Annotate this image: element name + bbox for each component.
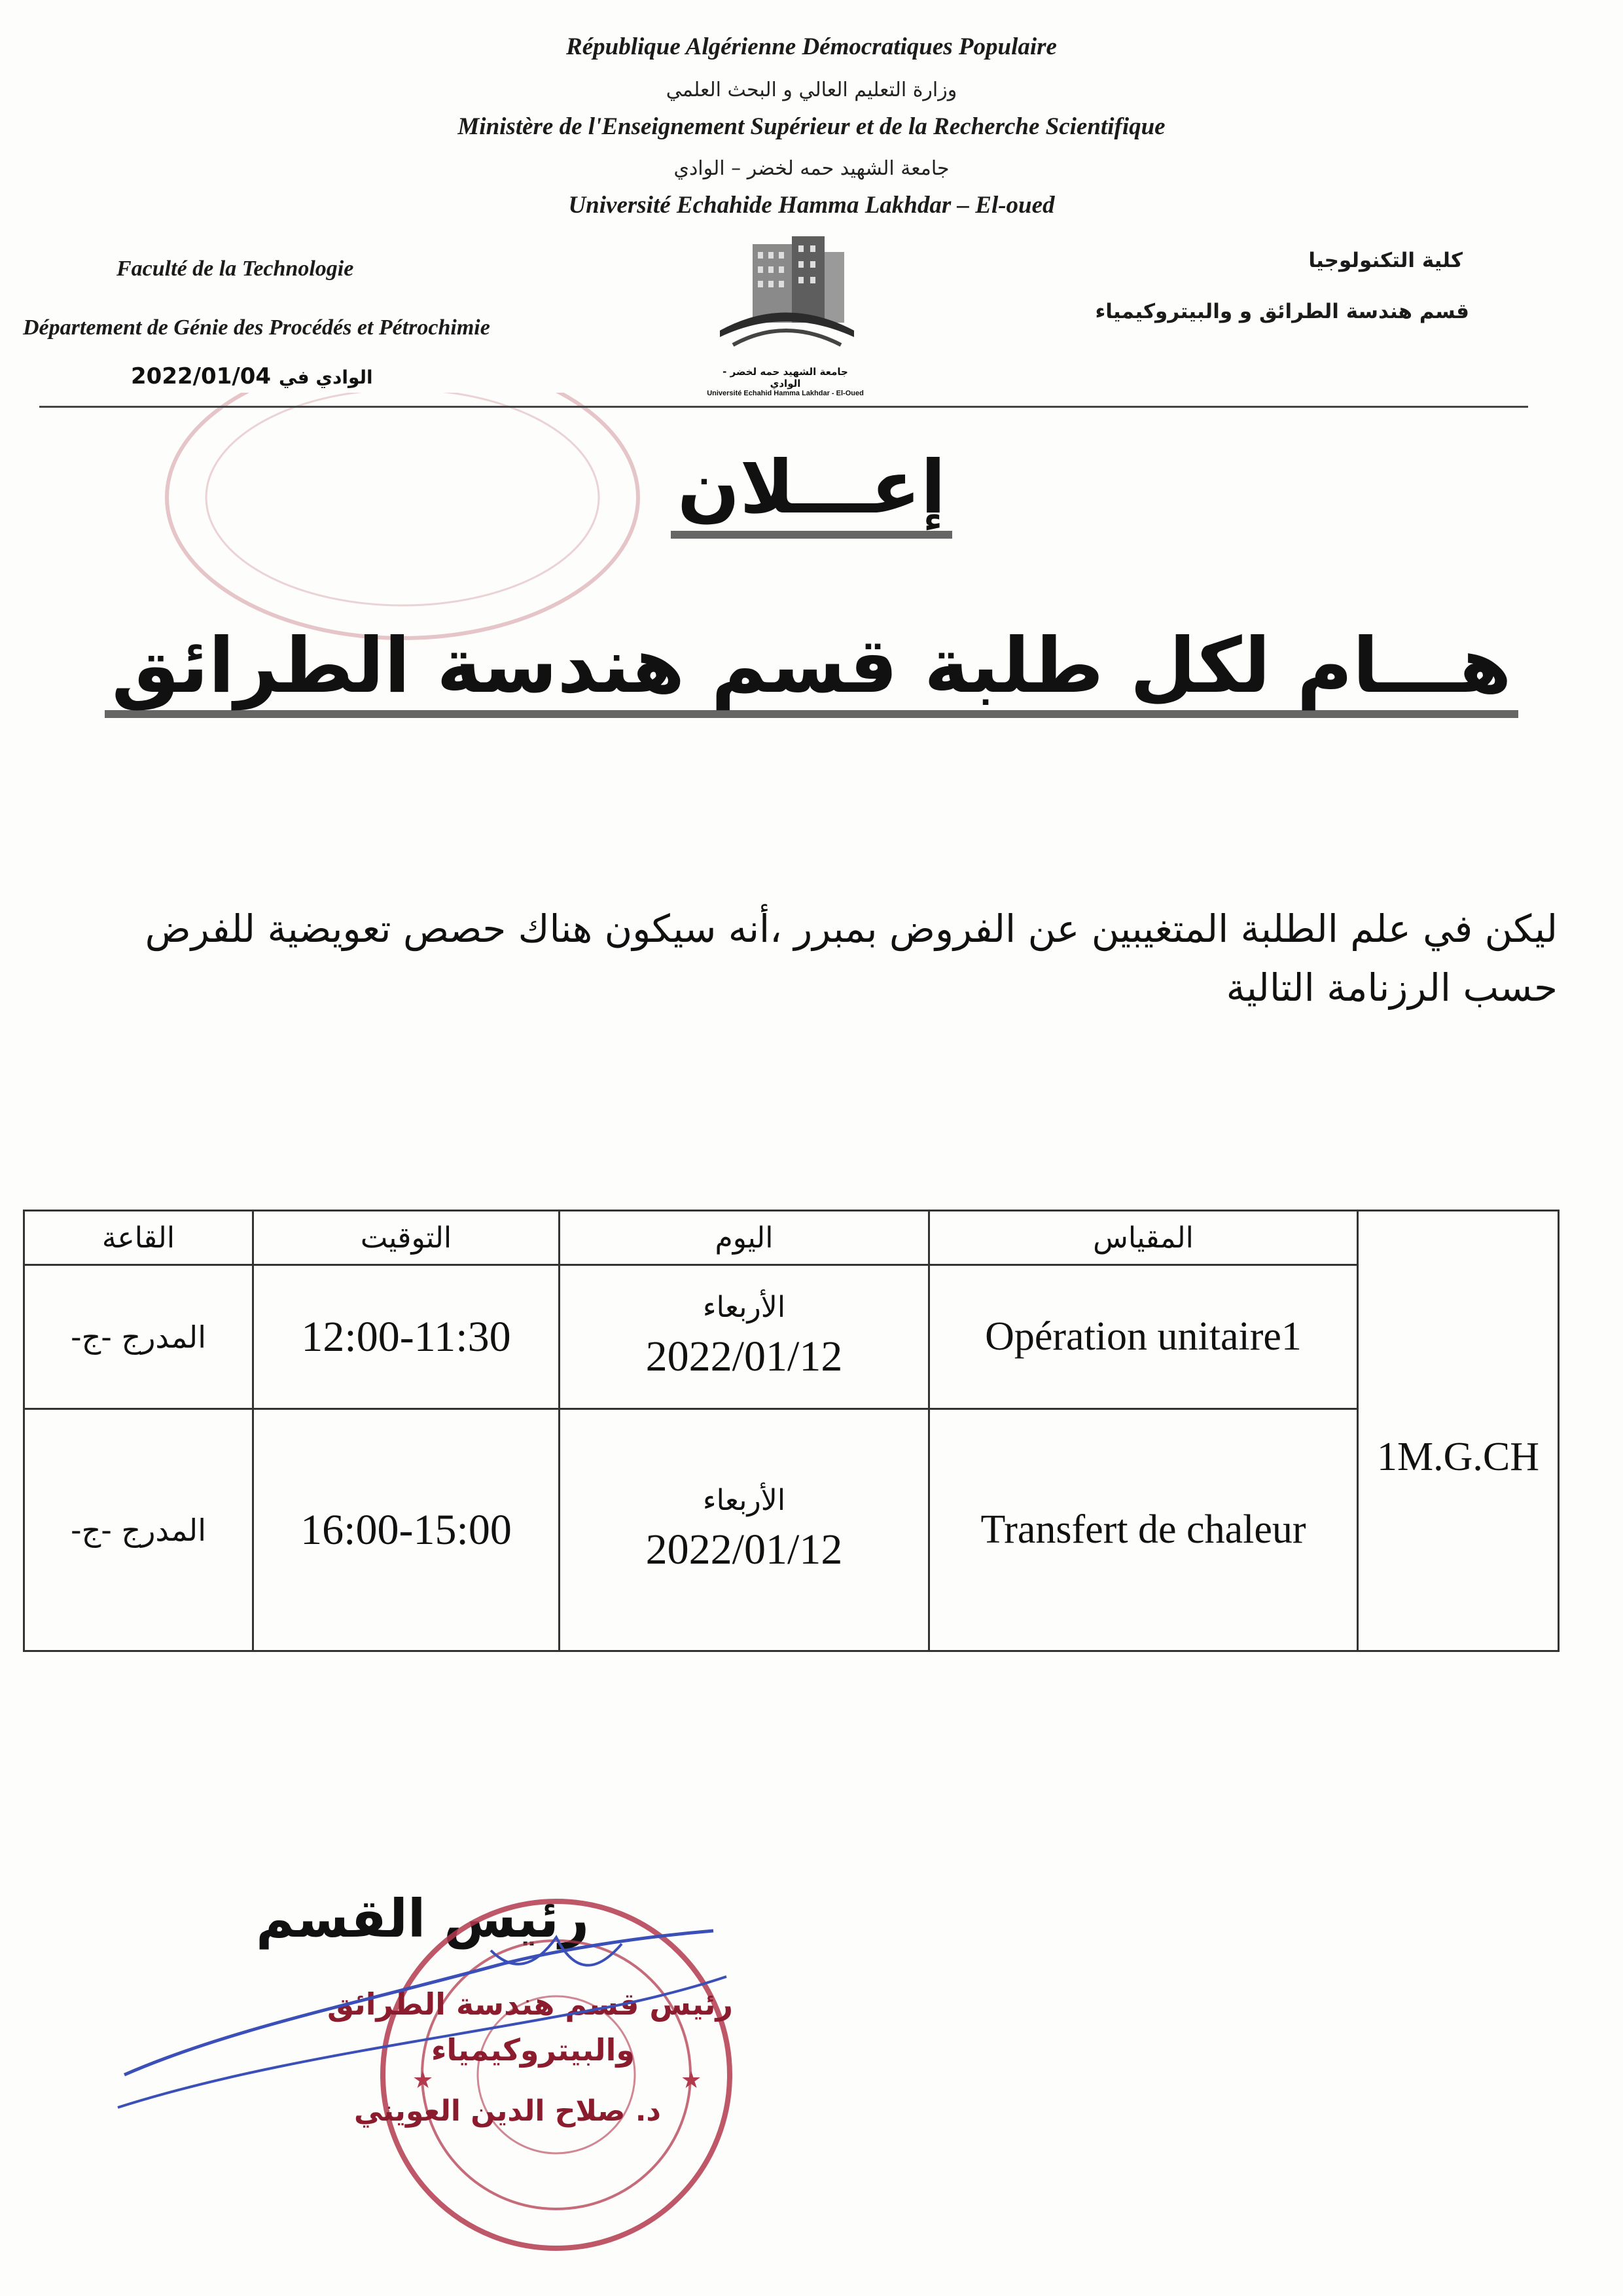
module-cell: Transfert de chaleur <box>929 1409 1358 1651</box>
day-cell <box>560 1409 929 1651</box>
stamp-line-1: رئيس قسم هندسة الطرائق <box>327 1986 733 2022</box>
time-cell: 16:00-15:00 <box>253 1409 560 1651</box>
header-level-empty <box>1358 1211 1559 1265</box>
day-cell <box>560 1265 929 1409</box>
header-room: القاعة <box>24 1211 253 1265</box>
day-date: 2022/01/12 <box>645 1525 843 1573</box>
day-name: الأربعاء <box>702 1291 786 1325</box>
document-date <box>131 363 373 389</box>
date-value: 2022/01/04 <box>131 363 272 389</box>
day-date: 2022/01/12 <box>645 1332 843 1380</box>
announcement-body: ليكن في علم الطلبة المتغيبين عن الفروض بمبرر ،أنه سيكون هناك حصص تعويضية للفرض حسب الرزنامة التالية <box>145 906 1558 1010</box>
department-name-ar: قسم هندسة الطرائق و والبيتروكيمياء <box>1095 300 1469 323</box>
date-place-label: الوادي في <box>278 367 373 388</box>
table-row <box>24 1409 1559 1651</box>
schedule-table <box>23 1210 1560 1652</box>
svg-text:★: ★ <box>412 2067 434 2094</box>
department-name-fr: Département de Génie des Procédés et Pétrochimie <box>23 315 490 340</box>
university-building-icon <box>707 232 864 363</box>
table-header-row <box>24 1211 1559 1265</box>
faculty-name-ar: كلية التكنولوجيا <box>1308 249 1463 272</box>
announcement-title: إعـــلان <box>0 445 1623 539</box>
logo-caption-ar: جامعة الشهيد حمه لخضر - الوادي <box>722 366 848 389</box>
republic-name-fr: République Algérienne Démocratiques Populaire <box>566 33 1057 60</box>
signature-title: رئيس القسم <box>256 1888 589 1949</box>
level-cell: 1M.G.CH <box>1358 1265 1559 1651</box>
header-day: اليوم <box>560 1211 929 1265</box>
university-logo <box>707 232 864 397</box>
stamp-line-2: والبيتروكيمياء <box>431 2032 635 2068</box>
ministry-name-fr: Ministère de l'Enseignement Supérieur et de la Recherche Scientifique <box>457 113 1166 140</box>
logo-caption-fr: Université Echahid Hamma Lakhdar - El-Oued <box>707 389 864 397</box>
time-cell: 12:00-11:30 <box>253 1265 560 1409</box>
university-name-fr: Université Echahide Hamma Lakhdar – El-oued <box>568 192 1055 219</box>
header-time: التوقيت <box>253 1211 560 1265</box>
stamp-name: د. صلاح الدين العويني <box>353 2094 661 2128</box>
header-divider <box>39 406 1528 408</box>
university-name-ar: جامعة الشهيد حمه لخضر – الوادي <box>673 157 950 180</box>
ministry-name-ar: وزارة التعليم العالي و البحث العلمي <box>666 79 957 101</box>
handwritten-signature-icon <box>98 1911 753 2121</box>
header-module: المقياس <box>929 1211 1358 1265</box>
day-name: الأربعاء <box>702 1484 786 1518</box>
room-cell: المدرج -ج- <box>24 1409 253 1651</box>
room-cell: المدرج -ج- <box>24 1265 253 1409</box>
table-row <box>24 1265 1559 1409</box>
svg-text:★: ★ <box>681 2067 702 2094</box>
announcement-subtitle: هـــام لكل طلبة قسم هندسة الطرائق <box>0 622 1623 718</box>
module-cell: Opération unitaire1 <box>929 1265 1358 1409</box>
faculty-name-fr: Faculté de la Technologie <box>116 257 354 281</box>
